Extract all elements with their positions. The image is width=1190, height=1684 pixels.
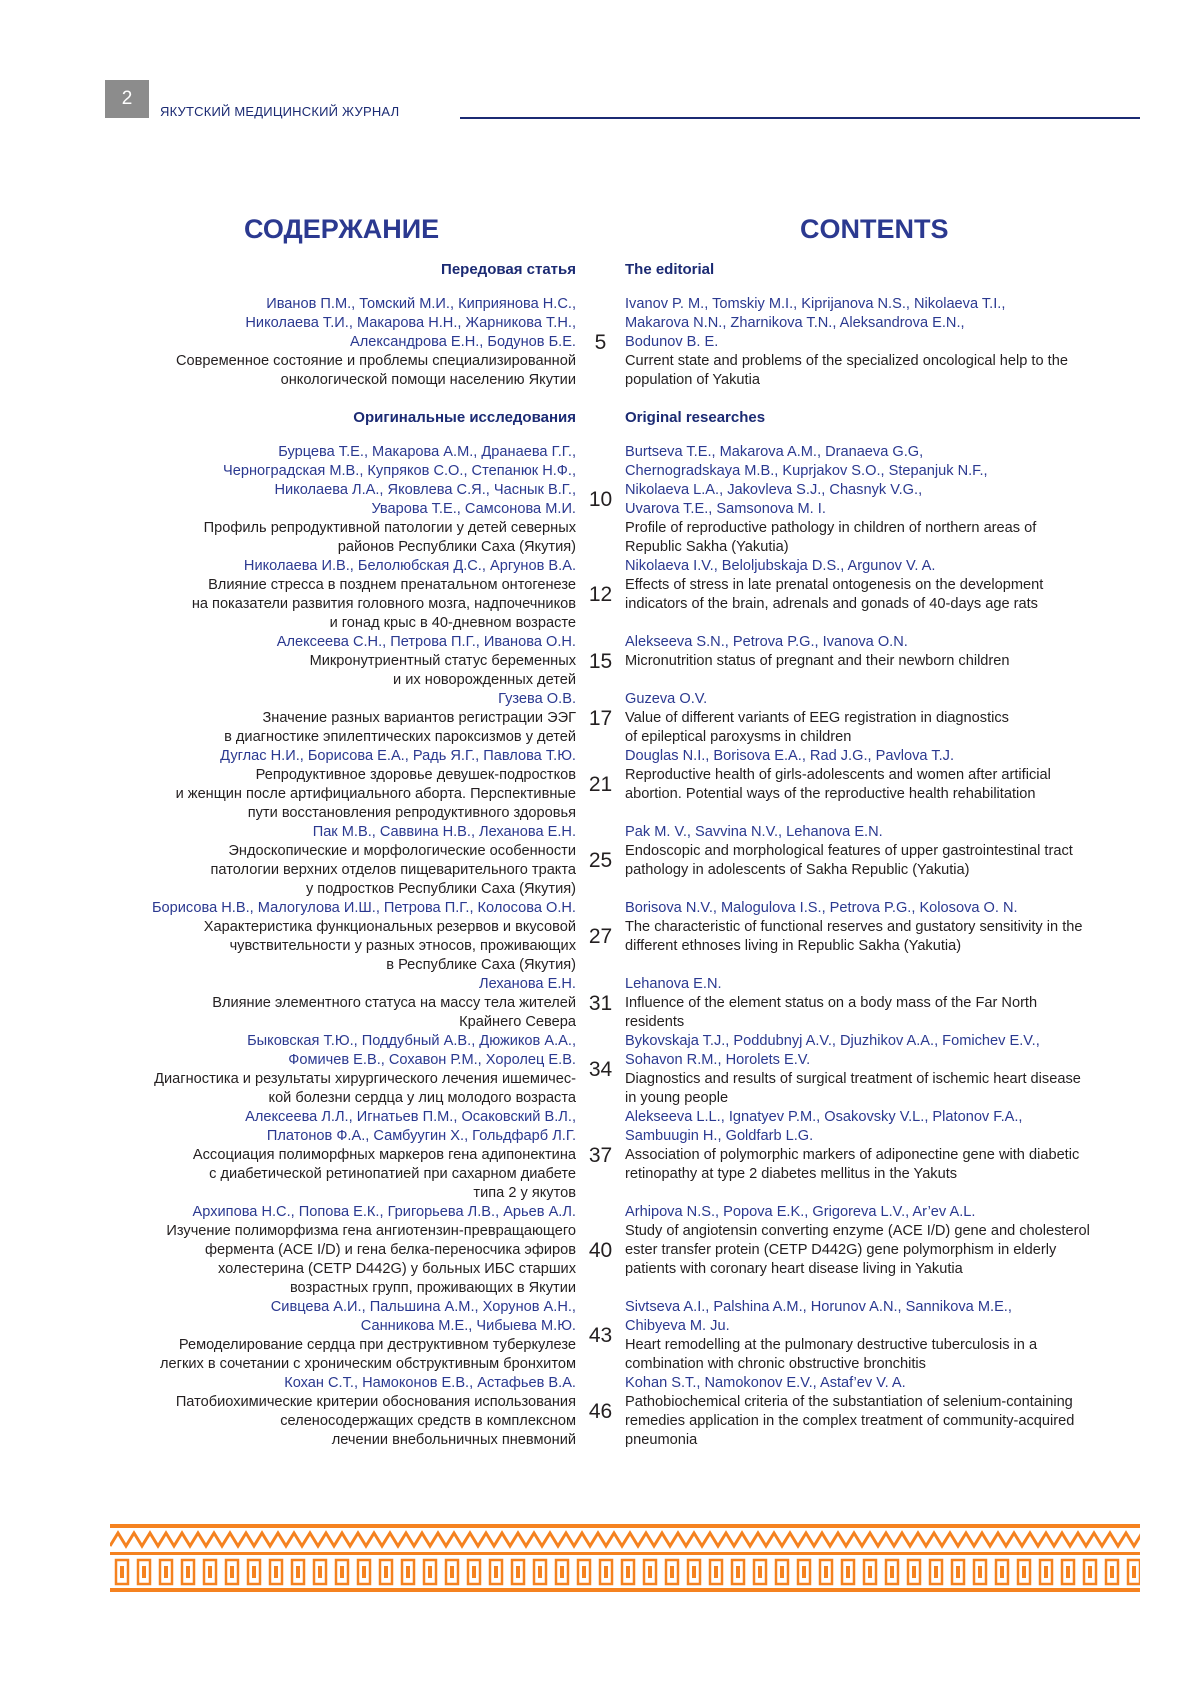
entry-title-ru-line: Профиль репродуктивной патологии у детей северных <box>203 520 576 536</box>
entry-title-ru-line: Ремоделирование сердца при деструктивном туберкулезе <box>178 1337 576 1353</box>
ornament-cell-dot <box>1110 1566 1114 1578</box>
toc-entry[interactable] <box>0 1108 1190 1203</box>
entry-title-en-line: Diagnostics and results of surgical treatment of ischemic heart disease <box>625 1071 1081 1087</box>
entry-title-ru-line: Микронутриентный статус беременных <box>309 653 576 669</box>
entry-title-en-line: ester transfer protein (CETP D442G) gene polymorphism in elderly <box>625 1242 1057 1258</box>
entry-authors-ru-line: Фомичев Е.В., Сохавон Р.М., Хоролец Е.В. <box>288 1052 576 1068</box>
entry-page-number: 21 <box>588 773 613 796</box>
entry-title-en-line: Heart remodelling at the pulmonary destructive tuberculosis in a <box>625 1337 1038 1353</box>
ornament-top-band <box>110 1524 1140 1528</box>
entry-ru <box>0 1032 576 1108</box>
entry-title-ru-line: районов Республики Саха (Якутия) <box>337 539 576 555</box>
entry-authors-ru-line: Бурцева Т.Е., Макарова А.М., Дранаева Г.Г., <box>278 444 576 460</box>
entry-page-number: 46 <box>588 1400 613 1423</box>
ornament-cell-dot <box>208 1566 212 1578</box>
entry-title-en-line: patients with coronary heart disease living in Yakutia <box>625 1261 963 1277</box>
ornament-cell-dot <box>538 1566 542 1578</box>
ornament-cell-dot <box>340 1566 344 1578</box>
entry-page-number: 40 <box>588 1238 613 1262</box>
entry-authors-en-line: Borisova N.V., Malogulova I.S., Petrova P.G., Kolosova O. N. <box>625 900 1018 916</box>
entry-title-en-line: Reproductive health of girls-adolescents and women after artificial <box>625 767 1051 783</box>
ornament-cell-dot <box>274 1566 278 1578</box>
ornament-cell-dot <box>780 1566 784 1578</box>
entry-title-en-line: retinopathy at type 2 diabetes mellitus in the Yakuts <box>625 1166 958 1182</box>
ornament-cell-dot <box>758 1566 762 1578</box>
entry-title-ru-line: в диагностике эпилептических пароксизмов у детей <box>224 729 576 745</box>
entry-authors-ru-line: Санникова М.Е., Чибыева М.Ю. <box>360 1318 576 1334</box>
entry-title-en-line: different ethnoses living in Republic Sakha (Yakutia) <box>625 938 962 954</box>
entry-title-ru-line: Эндоскопические и морфологические особенности <box>228 843 576 859</box>
entry-en <box>625 633 1135 690</box>
ornament-cell-dot <box>670 1566 674 1578</box>
entry-title-ru-line: Крайнего Севера <box>459 1014 576 1030</box>
section-heading <box>0 408 1190 427</box>
entry-authors-ru-line: Гузева О.В. <box>498 691 576 707</box>
entry-authors-en-line: Nikolaeva I.V., Beloljubskaja D.S., Argunov V. A. <box>625 558 936 574</box>
entry-title-ru-line: легких в сочетании с хроническим обструктивным бронхитом <box>159 1356 576 1372</box>
entry-title-ru-line: кой болезни сердца у лиц молодого возраста <box>268 1090 576 1106</box>
entry-title-en-line: Effects of stress in late prenatal ontogenesis on the development <box>625 577 1044 593</box>
ornament-cell-dot <box>560 1566 564 1578</box>
entry-title-en-line: Current state and problems of the specialized oncological help to the <box>625 353 1068 369</box>
entry-authors-en-line: Chernogradskaya M.B., Kuprjakov S.O., Stepanjuk N.F., <box>625 463 988 479</box>
entry-authors-en-line: Sivtseva A.I., Palshina A.M., Horunov A.N., Sannikova M.E., <box>625 1299 1012 1315</box>
entry-ru <box>0 557 576 633</box>
entry-page-number: 10 <box>588 488 613 511</box>
entry-authors-ru-line: Уварова Т.Е., Самсонова М.И. <box>371 501 576 517</box>
entry-title-ru-line: и женщин после артифициального аборта. Перспективные <box>175 786 576 802</box>
entry-page-number: 12 <box>588 583 613 606</box>
entry-title-ru-line: с диабетической ретинопатией при сахарном диабете <box>209 1166 576 1182</box>
entry-en <box>625 823 1135 899</box>
ornament-cell-dot <box>824 1566 828 1578</box>
ornament-cell-dot <box>1088 1566 1092 1578</box>
section-heading <box>0 260 1190 279</box>
ornament-cell-dot <box>384 1566 388 1578</box>
entry-authors-ru-line: Николаева И.В., Белолюбская Д.С., Аргунов В.А. <box>243 558 576 574</box>
ornament-cell-dot <box>626 1566 630 1578</box>
ornament-cell-dot <box>934 1566 938 1578</box>
entry-ru <box>0 1298 576 1374</box>
entry-title-en-line: Influence of the element status on a body mass of the Far North <box>625 995 1038 1011</box>
entry-authors-ru-line: Архипова Н.С., Попова Е.К., Григорьева Л.В., Арьев А.Л. <box>192 1204 576 1220</box>
contents-title-en: CONTENTS <box>800 214 949 244</box>
ornament-cell-dot <box>494 1566 498 1578</box>
ornament-cell-dot <box>956 1566 960 1578</box>
ornament-cell-dot <box>1000 1566 1004 1578</box>
entry-title-ru-line: Репродуктивное здоровье девушек-подростков <box>255 767 576 783</box>
entry-title-ru-line: фермента (ACE I/D) и гена белка-переносчика эфиров <box>205 1242 576 1258</box>
entry-title-en-line: pneumonia <box>625 1432 698 1448</box>
ornament-cell-dot <box>868 1566 872 1578</box>
entry-authors-en-line: Bodunov B. E. <box>625 334 719 350</box>
entry-en <box>625 295 1135 390</box>
entry-title-en-line: in young people <box>625 1090 729 1106</box>
section-heading-ru: Оригинальные исследования <box>353 409 576 426</box>
ornament-cell-dot <box>164 1566 168 1578</box>
entry-ru <box>0 1374 576 1450</box>
entry-title-ru-line: и гонад крыс в 40-дневном возрасте <box>329 615 576 631</box>
entry-title-en-line: Pathobiochemical criteria of the substantiation of selenium-containing <box>625 1394 1073 1410</box>
entry-ru <box>0 1203 576 1298</box>
entry-title-ru-line: у подростков Республики Саха (Якутия) <box>305 881 576 897</box>
entry-title-ru-line: на показатели развития головного мозга, надпочечников <box>191 596 576 612</box>
ornament-cell-dot <box>516 1566 520 1578</box>
entry-title-en-line: Association of polymorphic markers of adiponectine gene with diabetic <box>625 1147 1080 1163</box>
entry-en <box>625 1032 1135 1108</box>
entry-authors-ru-line: Николаева Т.И., Макарова Н.Н., Жарникова Т.Н., <box>245 315 576 331</box>
entry-title-ru-line: Современное состояние и проблемы специализированной <box>175 353 576 369</box>
toc-entry[interactable] <box>0 823 1190 899</box>
entry-title-en-line: Profile of reproductive pathology in children of northern areas of <box>625 520 1037 536</box>
entry-title-ru-line: пути восстановления репродуктивного здоровья <box>247 805 576 821</box>
entry-title-ru-line: Характеристика функциональных резервов и вкусовой <box>203 919 576 935</box>
entry-title-en-line: Republic Sakha (Yakutia) <box>625 539 789 555</box>
entry-authors-en-line: Kohan S.T., Namokonov E.V., Astaf’ev V. A. <box>625 1375 906 1391</box>
toc-entry[interactable] <box>0 443 1190 557</box>
toc-entry[interactable] <box>0 633 1190 690</box>
contents-title-ru: СОДЕРЖАНИЕ <box>244 214 440 244</box>
ornament-cell-dot <box>406 1566 410 1578</box>
entry-ru <box>0 295 576 390</box>
entry-authors-ru-line: Иванов П.М., Томский М.И., Киприянова Н.С., <box>266 296 576 312</box>
entry-title-en-line: of epileptical paroxysms in children <box>625 729 852 745</box>
toc-entry[interactable] <box>0 1374 1190 1450</box>
section-heading-ru: Передовая статья <box>441 261 576 278</box>
ornament-cell-dot <box>450 1566 454 1578</box>
entry-page-number: 25 <box>588 849 613 872</box>
entry-authors-en-line: Lehanova E.N. <box>625 976 722 992</box>
entry-authors-en-line: Pak M. V., Savvina N.V., Lehanova E.N. <box>625 824 883 840</box>
entry-page-number: 37 <box>588 1143 613 1167</box>
toc-entry[interactable] <box>0 975 1190 1032</box>
entry-title-ru-line: и их новорожденных детей <box>393 672 576 688</box>
ornament-cell-dot <box>802 1566 806 1578</box>
entry-title-ru-line: Влияние стресса в позднем пренатальном онтогенезе <box>208 577 576 593</box>
ornament-cell-dot <box>1044 1566 1048 1578</box>
entry-en <box>625 443 1135 557</box>
entry-authors-ru-line: Кохан С.Т., Намоконов Е.В., Астафьев В.А. <box>284 1375 576 1391</box>
entry-authors-ru-line: Алексеева С.Н., Петрова П.Г., Иванова О.Н. <box>276 634 576 650</box>
entry-authors-ru-line: Пак М.В., Саввина Н.В., Леханова Е.Н. <box>312 824 576 840</box>
toc-entry[interactable] <box>0 899 1190 975</box>
toc-entry[interactable] <box>0 1032 1190 1108</box>
entry-authors-ru-line: Борисова Н.В., Малогулова И.Ш., Петрова П.Г., Колосова О.Н. <box>151 900 576 916</box>
entry-title-en-line: remedies application in the complex treatment of community-acquired <box>625 1413 1075 1429</box>
entry-authors-en-line: Burtseva T.E., Makarova A.M., Dranaeva G.G, <box>625 444 924 460</box>
entry-authors-ru-line: Платонов Ф.А., Самбуугин Х., Гольдфарб Л.Г. <box>266 1128 576 1144</box>
ornament-cell-dot <box>252 1566 256 1578</box>
entry-title-ru-line: типа 2 у якутов <box>473 1185 576 1201</box>
entry-en <box>625 899 1135 975</box>
ornament-cell-dot <box>186 1566 190 1578</box>
ornament-cell-dot <box>846 1566 850 1578</box>
entry-title-ru-line: Диагностика и результаты хирургического лечения ишемичес- <box>154 1071 576 1087</box>
ornament-cell-dot <box>230 1566 234 1578</box>
entry-title-ru-line: онкологической помощи населению Якутии <box>280 372 576 388</box>
ornament-cell-dot <box>1132 1566 1136 1578</box>
ornament-cell-dot <box>604 1566 608 1578</box>
entry-page-number: 17 <box>588 706 613 730</box>
ornament-cell-dot <box>890 1566 894 1578</box>
toc-entry[interactable] <box>0 295 1190 390</box>
entry-authors-ru-line: Александрова Е.Н., Бодунов Б.Е. <box>350 334 576 350</box>
ornament-zigzag <box>110 1533 1140 1546</box>
entry-ru <box>0 975 576 1032</box>
ornament-cell-dot <box>362 1566 366 1578</box>
entry-title-ru-line: селеносодержащих средств в комплексном <box>280 1413 576 1429</box>
ornament-cell-dot <box>978 1566 982 1578</box>
entry-ru <box>0 633 576 690</box>
entry-authors-ru-line: Быковская Т.Ю., Поддубный А.В., Дюжиков А.А., <box>247 1033 576 1049</box>
entry-authors-en-line: Bykovskaja T.J., Poddubnyj A.V., Djuzhikov A.A., Fomichev E.V., <box>625 1033 1040 1049</box>
entry-en <box>625 1108 1135 1203</box>
entry-authors-en-line: Sohavon R.M., Horolets E.V. <box>625 1052 811 1068</box>
entry-title-ru-line: в Республике Саха (Якутия) <box>386 957 576 973</box>
entry-title-en-line: Endoscopic and morphological features of upper gastrointestinal tract <box>625 843 1073 859</box>
ornament-cell-dot <box>736 1566 740 1578</box>
entry-title-en-line: The characteristic of functional reserves and gustatory sensitivity in the <box>625 919 1083 935</box>
toc-entry[interactable] <box>0 1298 1190 1374</box>
entry-authors-en-line: Makarova N.N., Zharnikova T.N., Aleksandrova E.N., <box>625 315 965 331</box>
entry-authors-en-line: Uvarova T.E., Samsonova M. I. <box>625 501 826 517</box>
ornament-cell-dot <box>648 1566 652 1578</box>
header-rule <box>460 117 1140 119</box>
entry-ru <box>0 747 576 823</box>
entry-title-ru-line: Изучение полиморфизма гена ангиотензин-превращающего <box>166 1223 576 1239</box>
ornament-cell-dot <box>1022 1566 1026 1578</box>
entry-title-en-line: pathology in adolescents of Sakha Republic (Yakutia) <box>625 862 970 878</box>
toc-entry[interactable] <box>0 1203 1190 1298</box>
toc-entry[interactable] <box>0 557 1190 633</box>
entry-authors-ru-line: Николаева Л.А., Яковлева С.Я., Часнык В.Г., <box>274 482 576 498</box>
ornament-cell-dot <box>714 1566 718 1578</box>
entry-page-number: 5 <box>594 330 607 354</box>
entry-authors-en-line: Guzeva O.V. <box>625 691 708 707</box>
entry-title-en-line: indicators of the brain, adrenals and gonads of 40-days age rats <box>625 596 1038 612</box>
entry-ru <box>0 690 576 747</box>
entry-title-ru-line: возрастных групп, проживающих в Якутии <box>289 1280 576 1296</box>
ornament-cell-dot <box>318 1566 322 1578</box>
entry-ru <box>0 899 576 975</box>
entry-en <box>625 690 1135 747</box>
entry-title-ru-line: Влияние элементного статуса на массу тела жителей <box>212 995 576 1011</box>
toc-entry[interactable] <box>0 747 1190 823</box>
ornament-mid-line <box>110 1552 1140 1555</box>
entry-authors-en-line: Alekseeva S.N., Petrova P.G., Ivanova O.N. <box>625 634 908 650</box>
entry-page-number: 31 <box>588 991 613 1015</box>
entry-authors-en-line: Alekseeva L.L., Ignatyev P.M., Osakovsky V.L., Platonov F.A., <box>625 1109 1023 1125</box>
entry-en <box>625 1203 1135 1298</box>
entry-page-number: 27 <box>588 925 613 948</box>
entry-title-ru-line: лечении внебольничных пневмоний <box>331 1432 576 1448</box>
entry-authors-en-line: Arhipova N.S., Popova E.K., Grigoreva L.V., Ar’ev A.L. <box>625 1204 976 1220</box>
ornament-cell-dot <box>582 1566 586 1578</box>
entry-authors-en-line: Chibyeva M. Ju. <box>625 1318 730 1334</box>
entry-title-ru-line: Значение разных вариантов регистрации ЭЭГ <box>262 710 576 726</box>
entry-authors-ru-line: Алексеева Л.Л., Игнатьев П.М., Осаковский В.Л., <box>245 1109 576 1125</box>
entry-en <box>625 557 1135 633</box>
entry-title-en-line: population of Yakutia <box>625 372 760 388</box>
entry-en <box>625 1298 1135 1374</box>
entry-page-number: 43 <box>588 1324 613 1347</box>
entry-ru <box>0 1108 576 1203</box>
entry-en <box>625 1374 1135 1450</box>
entry-authors-en-line: Nikolaeva L.A., Jakovleva S.J., Chasnyk V.G., <box>625 482 923 498</box>
entry-authors-en-line: Douglas N.I., Borisova E.A., Rad J.G., Pavlova T.J. <box>625 748 955 764</box>
entry-en <box>625 975 1135 1032</box>
entry-title-en-line: Micronutrition status of pregnant and their newborn children <box>625 653 1010 669</box>
ornament-cell-dot <box>472 1566 476 1578</box>
ornament-border <box>110 1524 1140 1592</box>
section-heading-en: The editorial <box>625 261 715 278</box>
entry-page-number: 15 <box>588 649 613 673</box>
entry-authors-en-line: Sambuugin H., Goldfarb L.G. <box>625 1128 814 1144</box>
entry-authors-ru-line: Дуглас Н.И., Борисова Е.А., Радь Я.Г., Павлова Т.Ю. <box>220 748 576 764</box>
entry-title-en-line: Study of angiotensin converting enzyme (ACE I/D) gene and cholesterol <box>625 1223 1090 1239</box>
entry-title-ru-line: холестерина (CETP D442G) у больных ИБС старших <box>218 1261 576 1277</box>
ornament-cell-dot <box>428 1566 432 1578</box>
entry-authors-ru-line: Сивцева А.И., Пальшина А.М., Хорунов А.Н., <box>270 1299 576 1315</box>
entry-title-ru-line: Патобиохимические критерии обоснования использования <box>175 1394 576 1410</box>
ornament-cell-dot <box>1066 1566 1070 1578</box>
entry-page-number: 34 <box>588 1058 613 1081</box>
entry-ru <box>0 823 576 899</box>
ornament-cell-dot <box>120 1566 124 1578</box>
ornament-bottom-band <box>110 1588 1140 1592</box>
entry-title-en-line: abortion. Potential ways of the reproductive health rehabilitation <box>625 786 1036 802</box>
entry-authors-ru-line: Леханова Е.Н. <box>479 976 576 992</box>
entry-ru <box>0 443 576 557</box>
entry-title-en-line: combination with chronic obstructive bronchitis <box>625 1356 926 1372</box>
page-number: 2 <box>105 80 149 118</box>
ornament-cell-dot <box>912 1566 916 1578</box>
entry-title-en-line: Value of different variants of EEG registration in diagnostics <box>625 710 1009 726</box>
toc-entry[interactable] <box>0 690 1190 747</box>
entry-title-ru-line: патологии верхних отделов пищеварительного тракта <box>210 862 576 878</box>
entry-authors-ru-line: Черноградская М.В., Купряков С.О., Степанюк Н.Ф., <box>223 463 576 479</box>
journal-title: ЯКУТСКИЙ МЕДИЦИНСКИЙ ЖУРНАЛ <box>160 104 400 119</box>
entry-title-ru-line: Ассоциация полиморфных маркеров гена адипонектина <box>192 1147 576 1163</box>
section-heading-en: Original researches <box>625 409 766 426</box>
entry-title-ru-line: чувствительности у разных этносов, проживающих <box>229 938 576 954</box>
ornament-cell-dot <box>296 1566 300 1578</box>
entry-en <box>625 747 1135 823</box>
ornament-cell-dot <box>142 1566 146 1578</box>
table-of-contents <box>0 260 1190 1468</box>
entry-title-en-line: residents <box>625 1014 685 1030</box>
entry-authors-en-line: Ivanov P. M., Tomskiy M.I., Kiprijanova N.S., Nikolaeva T.I., <box>625 296 1006 312</box>
ornament-cell-dot <box>692 1566 696 1578</box>
